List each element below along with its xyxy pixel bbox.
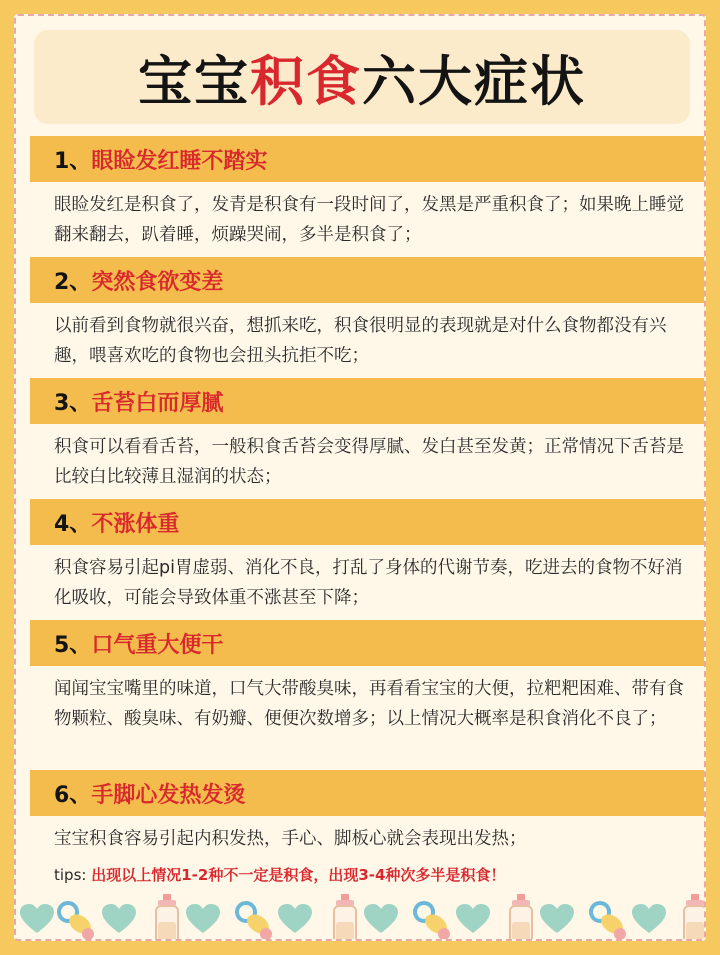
heart-icon: [20, 904, 54, 938]
section-heading: 舌苔白而厚腻: [91, 390, 224, 416]
section-4: [30, 499, 706, 613]
section-1: [30, 136, 706, 250]
section-body: 宝宝积食容易引起内积发热，手心、脚板心就会表现出发热；: [54, 829, 527, 849]
pacifier-icon: [412, 898, 452, 941]
baby-bottle-icon: [152, 894, 182, 941]
section-body: 眼睑发红是积食了，发青是积食有一段时间了，发黑是严重积食了；如果晚上睡觉翻来翻去，趴着睡，烦躁哭闹，多半是积食了；: [54, 195, 684, 245]
heart-icon: [364, 904, 398, 938]
section-header: [30, 378, 706, 424]
section-heading: 手脚心发热发烫: [91, 782, 246, 808]
section-body: 以前看到食物就很兴奋，想抓来吃，积食很明显的表现就是对什么食物都没有兴趣，喂喜欢吃的食物也会扭头抗拒不吃；: [54, 316, 667, 366]
section-header: [30, 620, 706, 666]
section-heading: 突然食欲变差: [91, 269, 224, 295]
baby-bottle-icon: [680, 894, 706, 941]
section-header: [30, 499, 706, 545]
section-body: 积食可以看看舌苔，一般积食舌苔会变得厚腻、发白甚至发黄；正常情况下舌苔是比较白比较薄且湿润的状态；: [54, 437, 684, 487]
poster-page: [14, 14, 706, 941]
section-number: 5、: [54, 632, 92, 658]
pacifier-icon: [234, 898, 274, 941]
section-heading: 口气重大便干: [91, 632, 224, 658]
title-part1: 宝宝: [138, 49, 250, 113]
title-banner: [34, 30, 690, 124]
section-number: 4、: [54, 511, 92, 537]
page-title: [138, 39, 586, 116]
heart-icon: [102, 904, 136, 938]
section-2: [30, 257, 706, 371]
heart-icon: [278, 904, 312, 938]
section-body: 积食容易引起pi胃虚弱、消化不良，打乱了身体的代谢节奏，吃进去的食物不好消化吸收，可能会导致体重不涨甚至下降；: [54, 558, 683, 608]
section-3: [30, 378, 706, 492]
heart-icon: [456, 904, 490, 938]
section-heading: 眼睑发红睡不踏实: [91, 148, 268, 174]
section-header: [30, 770, 706, 816]
tips-note: [54, 864, 505, 885]
baby-bottle-icon: [506, 894, 536, 941]
section-number: 2、: [54, 269, 92, 295]
pacifier-icon: [588, 898, 628, 941]
section-heading: 不涨体重: [91, 511, 180, 537]
baby-bottle-icon: [330, 894, 360, 941]
section-number: 1、: [54, 148, 92, 174]
section-header: [30, 257, 706, 303]
title-highlight: 积食: [250, 49, 362, 113]
heart-icon: [632, 904, 666, 938]
title-part2: 六大症状: [362, 49, 586, 113]
section-number: 3、: [54, 390, 92, 416]
section-5: [30, 620, 706, 734]
decoration-strip: [16, 894, 706, 941]
heart-icon: [540, 904, 574, 938]
section-header: [30, 136, 706, 182]
section-6: [30, 770, 706, 854]
section-body: 闻闻宝宝嘴里的味道，口气大带酸臭味，再看看宝宝的大便，拉粑粑困难、带有食物颗粒、酸臭味、有奶瓣、便便次数增多；以上情况大概率是积食消化不良了；: [54, 679, 684, 729]
section-number: 6、: [54, 782, 92, 808]
heart-icon: [186, 904, 220, 938]
tips-text: 出现以上情况1-2种不一定是积食，出现3-4种次多半是积食！: [91, 866, 506, 884]
tips-label: tips:: [54, 866, 92, 884]
pacifier-icon: [56, 898, 96, 941]
